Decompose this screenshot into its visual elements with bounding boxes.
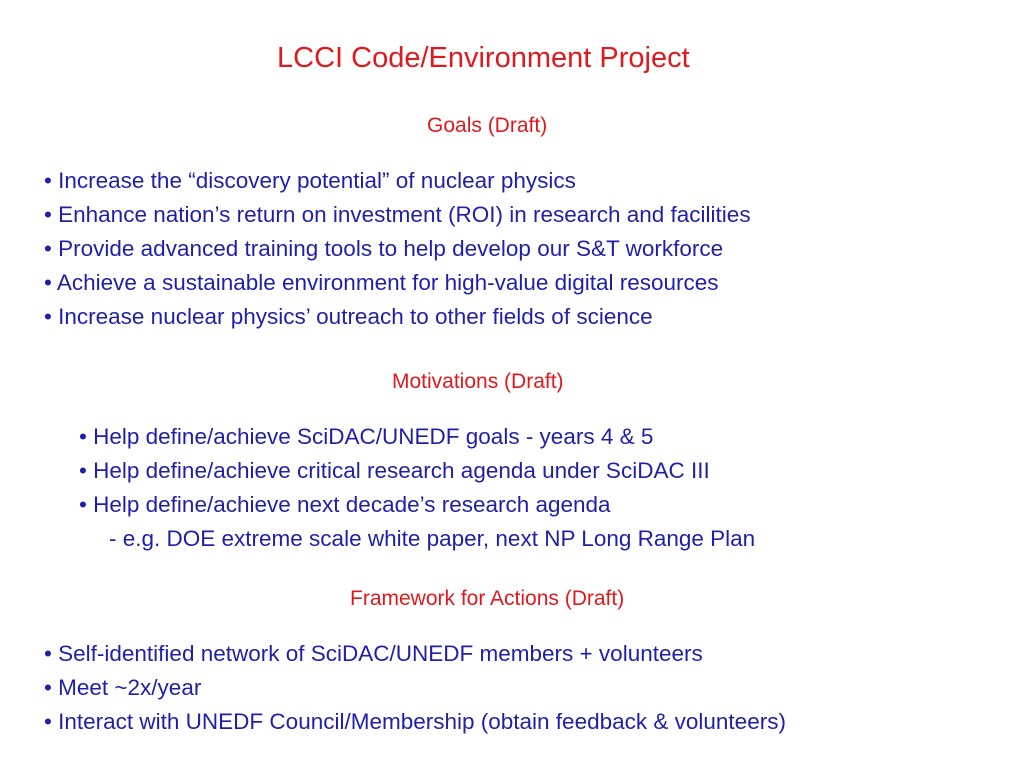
motivations-list <box>79 420 755 556</box>
motivations-item: • Help define/achieve critical research agenda under SciDAC III <box>79 458 710 483</box>
goals-item: • Enhance nation’s return on investment (ROI) in research and facilities <box>44 202 751 227</box>
framework-list <box>44 637 786 739</box>
slide-title: LCCI Code/Environment Project <box>277 42 690 74</box>
goals-item: • Increase the “discovery potential” of nuclear physics <box>44 168 576 193</box>
framework-item: • Self-identified network of SciDAC/UNEDF members + volunteers <box>44 641 703 666</box>
framework-item: • Meet ~2x/year <box>44 675 202 700</box>
motivations-heading: Motivations (Draft) <box>392 370 564 393</box>
framework-item: • Interact with UNEDF Council/Membership (obtain feedback & volunteers) <box>44 709 786 734</box>
motivations-item: • Help define/achieve SciDAC/UNEDF goals - years 4 & 5 <box>79 424 654 449</box>
framework-heading: Framework for Actions (Draft) <box>350 587 625 610</box>
motivations-subitem: - e.g. DOE extreme scale white paper, next NP Long Range Plan <box>109 526 756 551</box>
motivations-item: • Help define/achieve next decade’s research agenda <box>79 492 611 517</box>
goals-item: • Achieve a sustainable environment for high-value digital resources <box>44 270 719 295</box>
goals-list <box>44 164 751 334</box>
goals-item: • Provide advanced training tools to help develop our S&T workforce <box>44 236 724 261</box>
goals-item: • Increase nuclear physics’ outreach to other fields of science <box>44 304 653 329</box>
goals-heading: Goals (Draft) <box>427 114 548 137</box>
